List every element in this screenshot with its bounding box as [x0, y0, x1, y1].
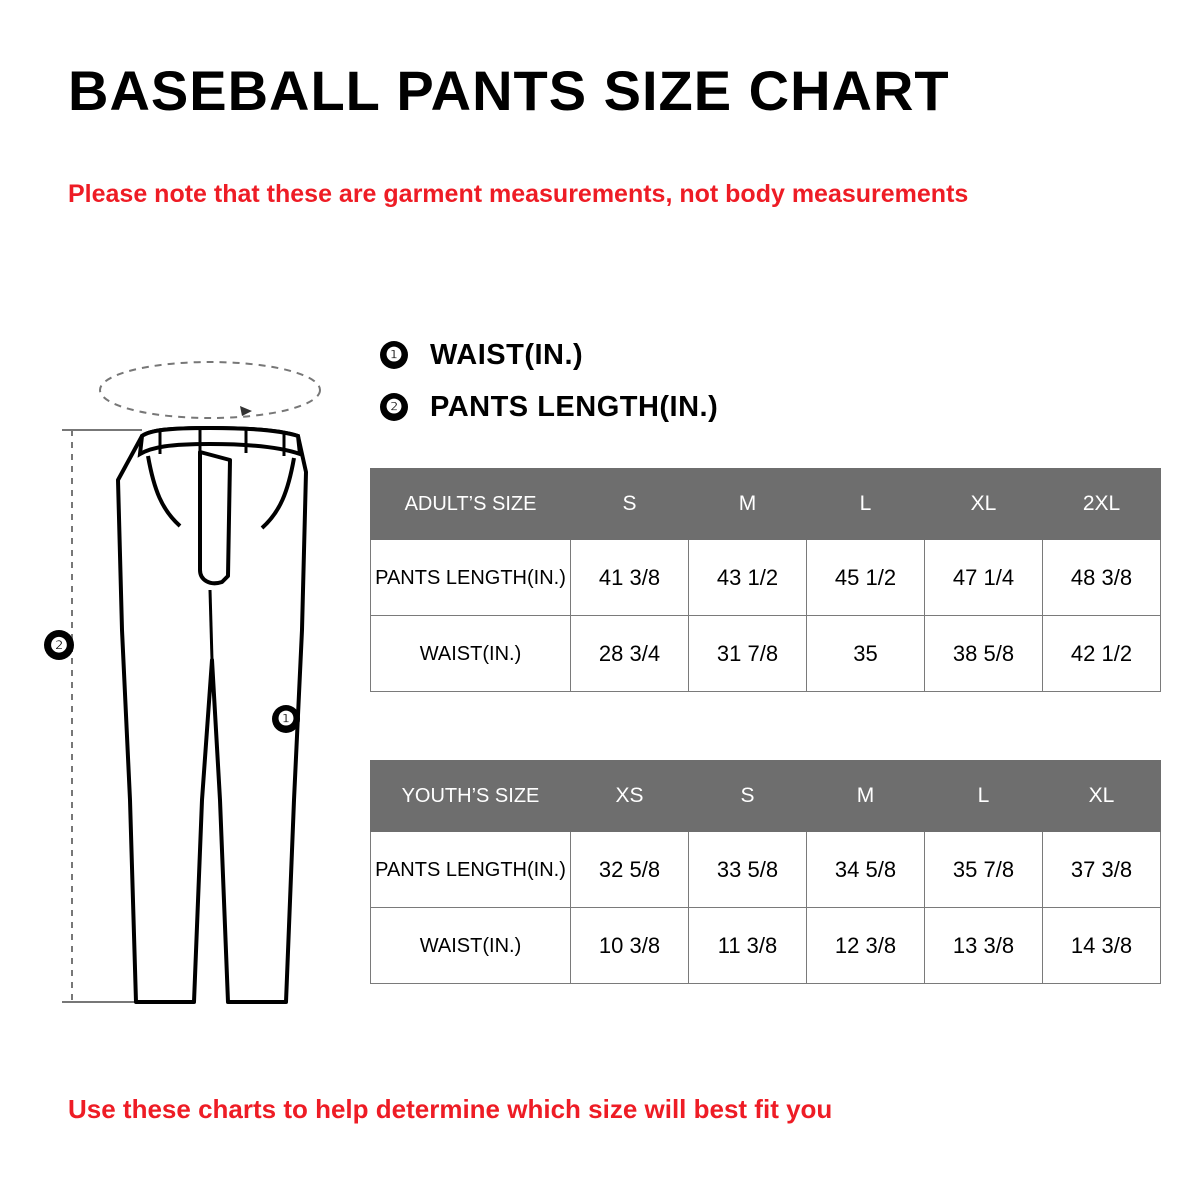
adult-header-xl: XL	[925, 469, 1043, 540]
table-row	[371, 832, 1161, 908]
youth-length-m: 34 5/8	[807, 832, 925, 908]
adult-length-2xl: 48 3/8	[1043, 540, 1161, 616]
legend-item-waist	[380, 333, 718, 377]
pants-illustration	[50, 330, 370, 1010]
legend-item-length	[380, 385, 718, 429]
youth-waist-xl: 14 3/8	[1043, 908, 1161, 984]
youth-header-xs: XS	[571, 761, 689, 832]
page-title: BASEBALL PANTS SIZE CHART	[68, 59, 950, 122]
footer-note: Use these charts to help determine which size will best fit you	[68, 1094, 833, 1124]
adult-header-2xl: 2XL	[1043, 469, 1161, 540]
youth-length-xl: 37 3/8	[1043, 832, 1161, 908]
youth-waist-l: 13 3/8	[925, 908, 1043, 984]
adult-header-l: L	[807, 469, 925, 540]
adult-length-xl: 47 1/4	[925, 540, 1043, 616]
adult-waist-m: 31 7/8	[689, 616, 807, 692]
measurement-note: Please note that these are garment measurements, not body measurements	[68, 180, 969, 208]
youth-header-s: S	[689, 761, 807, 832]
adult-waist-l: 35	[807, 616, 925, 692]
adult-size-table	[370, 468, 1161, 692]
legend-label-length: PANTS LENGTH(IN.)	[430, 390, 719, 423]
youth-length-xs: 32 5/8	[571, 832, 689, 908]
youth-waist-s: 11 3/8	[689, 908, 807, 984]
adult-waist-xl: 38 5/8	[925, 616, 1043, 692]
adult-length-s: 41 3/8	[571, 540, 689, 616]
adult-header-m: M	[689, 469, 807, 540]
table-header-row	[371, 469, 1161, 540]
adult-waist-s: 28 3/4	[571, 616, 689, 692]
youth-row-label-length: PANTS LENGTH(IN.)	[371, 832, 571, 908]
legend	[380, 333, 718, 437]
legend-label-waist: WAIST(IN.)	[430, 338, 584, 371]
youth-waist-m: 12 3/8	[807, 908, 925, 984]
youth-size-table	[370, 760, 1161, 984]
table-header-row	[371, 761, 1161, 832]
youth-header-l: L	[925, 761, 1043, 832]
youth-row-label-waist: WAIST(IN.)	[371, 908, 571, 984]
youth-waist-xs: 10 3/8	[571, 908, 689, 984]
number-two-badge-icon: ❷	[380, 393, 408, 421]
youth-length-l: 35 7/8	[925, 832, 1043, 908]
table-row	[371, 616, 1161, 692]
youth-header-size: YOUTH’S SIZE	[371, 761, 571, 832]
adult-header-s: S	[571, 469, 689, 540]
adult-row-label-length: PANTS LENGTH(IN.)	[371, 540, 571, 616]
marker-one-icon: ❶	[272, 705, 300, 733]
youth-header-m: M	[807, 761, 925, 832]
youth-header-xl: XL	[1043, 761, 1161, 832]
youth-length-s: 33 5/8	[689, 832, 807, 908]
number-one-badge-icon: ❶	[380, 341, 408, 369]
adult-waist-2xl: 42 1/2	[1043, 616, 1161, 692]
table-row	[371, 540, 1161, 616]
adult-length-m: 43 1/2	[689, 540, 807, 616]
marker-two-icon: ❷	[44, 630, 74, 660]
adult-header-size: ADULT’S SIZE	[371, 469, 571, 540]
adult-row-label-waist: WAIST(IN.)	[371, 616, 571, 692]
adult-length-l: 45 1/2	[807, 540, 925, 616]
pants-diagram-svg	[50, 330, 370, 1010]
table-row	[371, 908, 1161, 984]
